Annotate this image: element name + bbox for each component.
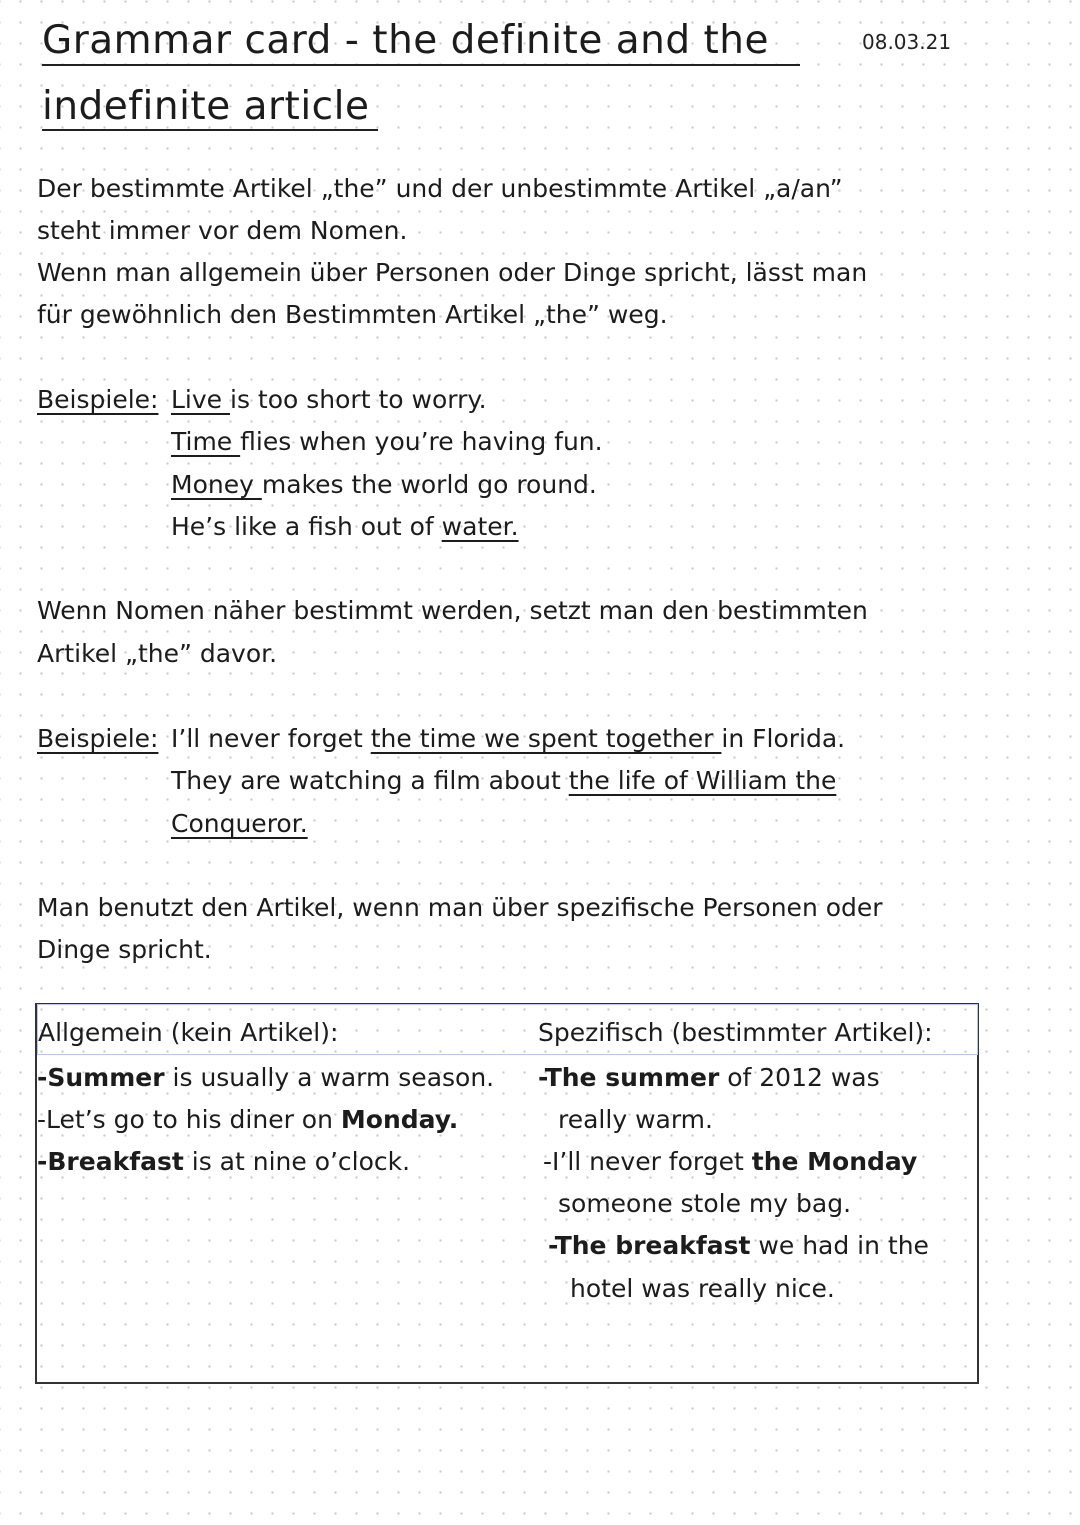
- page-title-line-1: Grammar card - the definite and the: [42, 18, 770, 63]
- table-right-header: Spezifisch (bestimmter Artikel):: [538, 1018, 933, 1047]
- example-1-4-noun: water.: [441, 512, 519, 541]
- table-left-header: Allgemein (kein Artikel):: [38, 1018, 339, 1047]
- rule3-line-2: Dinge spricht.: [37, 935, 212, 964]
- intro-line-1: Der bestimmte Artikel „the” und der unbestimmte Artikel „a/an”: [37, 174, 843, 203]
- table-left-row-2-bold: Monday.: [340, 1105, 459, 1134]
- rule3-line-1: Man benutzt den Artikel, wenn man über spezifische Personen oder: [37, 893, 883, 922]
- table-left-row-3: [37, 1141, 410, 1183]
- table-left-row-3-bold: -Breakfast: [37, 1147, 184, 1176]
- intro-line-3: Wenn man allgemein über Personen oder Dinge spricht, lässt man: [37, 258, 868, 287]
- example-1-1-rest: is too short to worry.: [230, 385, 487, 414]
- example-1-2-noun: Time: [171, 427, 241, 456]
- title-underline-1: [42, 64, 800, 66]
- example-2-2-cont: [171, 803, 308, 845]
- example-1-2: [171, 421, 603, 463]
- intro-line-4: für gewöhnlich den Bestimmten Artikel „the” weg.: [37, 300, 668, 329]
- example-1-3: [171, 464, 597, 506]
- rule2-line-1: Wenn Nomen näher bestimmt werden, setzt man den bestimmten: [37, 596, 868, 625]
- table-right-row-2-cont: someone stole my bag.: [558, 1189, 852, 1218]
- table-right-row-2-bold: the Monday: [751, 1147, 918, 1176]
- example-2-2-noun-cont: Conqueror.: [171, 809, 308, 838]
- table-right-row-3-rest: we had in the: [750, 1231, 929, 1260]
- intro-line-2: steht immer vor dem Nomen.: [37, 216, 408, 245]
- table-right-row-1: [538, 1057, 880, 1099]
- example-2-2-noun-phrase: the life of William the: [568, 766, 837, 795]
- table-right-row-2-pre: -I’ll never forget: [543, 1147, 752, 1176]
- example-1-1: [171, 379, 487, 421]
- example-1-3-rest: makes the world go round.: [261, 470, 597, 499]
- examples-label-1: Beispiele:: [37, 385, 159, 414]
- table-right-row-3-cont: hotel was really nice.: [570, 1274, 835, 1303]
- table-left-row-2: [37, 1099, 458, 1141]
- table-left-row-1: [37, 1057, 494, 1099]
- date-label: 08.03.21: [862, 30, 952, 54]
- example-1-4: [171, 506, 519, 548]
- title-underline-2: [42, 129, 378, 131]
- table-right-row-3-bold: -The breakfast: [548, 1231, 751, 1260]
- example-2-2: [171, 760, 836, 802]
- table-right-row-1-cont: really warm.: [558, 1105, 713, 1134]
- example-1-2-rest: flies when you’re having fun.: [240, 427, 603, 456]
- example-2-2-pre: They are watching a film about: [171, 766, 569, 795]
- table-right-row-1-bold: -The summer: [538, 1063, 720, 1092]
- example-2-1-pre: I’ll never forget: [171, 724, 371, 753]
- example-2-1-rest: in Florida.: [721, 724, 846, 753]
- table-right-row-3: [548, 1225, 929, 1267]
- example-2-1-noun-phrase: the time we spent together: [370, 724, 722, 753]
- table-right-row-2: [543, 1141, 917, 1183]
- example-1-4-pre: He’s like a fish out of: [171, 512, 442, 541]
- page-title-line-2: indefinite article: [42, 84, 370, 129]
- table-left-row-1-rest: is usually a warm season.: [164, 1063, 495, 1092]
- table-left-row-3-rest: is at nine o’clock.: [183, 1147, 411, 1176]
- rule2-line-2: Artikel „the” davor.: [37, 639, 278, 668]
- example-1-1-noun: Live: [171, 385, 230, 414]
- table-left-row-1-bold: -Summer: [37, 1063, 165, 1092]
- examples-label-2: Beispiele:: [37, 724, 159, 753]
- table-right-row-1-rest: of 2012 was: [719, 1063, 880, 1092]
- example-2-1: [171, 718, 845, 760]
- table-left-row-2-pre: -Let’s go to his diner on: [37, 1105, 341, 1134]
- example-1-3-noun: Money: [171, 470, 262, 499]
